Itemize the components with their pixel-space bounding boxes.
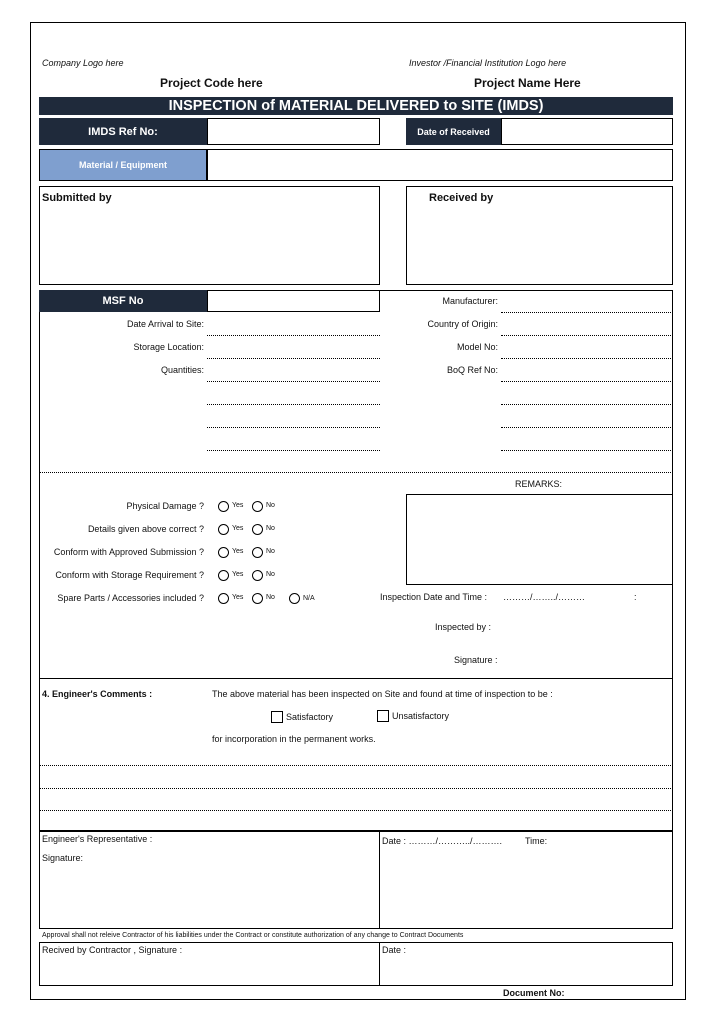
company-logo-placeholder: Company Logo here	[42, 58, 124, 68]
engineer-representative-label: Engineer's Representative :	[42, 834, 153, 844]
engineer-representative-box	[39, 831, 673, 929]
quantities-input-3[interactable]	[207, 427, 380, 428]
quantities-input-2[interactable]	[207, 404, 380, 405]
storage-location-input[interactable]	[207, 358, 380, 359]
conform-storage-label: Conform with Storage Requirement ?	[55, 570, 204, 580]
conform-submission-no-label: No	[266, 548, 275, 555]
conform-submission-yes-label: Yes	[232, 548, 244, 555]
conform-storage-no-label: No	[266, 571, 275, 578]
inspection-time-colon: :	[634, 592, 637, 602]
details-top-line	[380, 290, 673, 291]
model-no-label: Model No:	[456, 342, 498, 352]
boq-ref-label: BoQ Ref No:	[446, 365, 498, 375]
manufacturer-label: Manufacturer:	[442, 296, 498, 306]
details-correct-label: Details given above correct ?	[87, 524, 204, 534]
engineer-signature-label: Signature:	[42, 853, 84, 863]
satisfactory-label: Satisfactory	[286, 712, 334, 722]
conform-storage-no-radio[interactable]	[252, 570, 263, 581]
project-name: Project Name Here	[474, 76, 581, 90]
quantities-input[interactable]	[207, 381, 380, 382]
spare-parts-na-radio[interactable]	[289, 593, 300, 604]
unsatisfactory-checkbox[interactable]	[377, 710, 389, 722]
satisfactory-checkbox[interactable]	[271, 711, 283, 723]
spare-parts-label: Spare Parts / Accessories included ?	[57, 593, 204, 603]
conform-submission-no-radio[interactable]	[252, 547, 263, 558]
conform-storage-yes-label: Yes	[232, 571, 244, 578]
date-received-label: Date of Received	[406, 118, 501, 145]
investor-logo-placeholder: Investor /Financial Institution Logo here	[409, 58, 567, 68]
material-equipment-label: Material / Equipment	[39, 149, 207, 181]
engineer-statement: The above material has been inspected on Site and found at time of inspection to be :	[212, 689, 553, 699]
physical-damage-no-radio[interactable]	[252, 501, 263, 512]
model-no-input[interactable]	[501, 358, 673, 359]
section-divider	[39, 472, 673, 473]
representative-divider	[379, 831, 380, 929]
contractor-date-label[interactable]: Date :	[382, 945, 407, 955]
date-arrival-label: Date Arrival to Site:	[126, 319, 204, 329]
details-correct-no-label: No	[266, 525, 275, 532]
inspection-date-time-label: Inspection Date and Time :	[380, 592, 488, 602]
manufacturer-input[interactable]	[501, 312, 673, 313]
country-origin-label: Country of Origin:	[427, 319, 498, 329]
imds-ref-label: IMDS Ref No:	[39, 118, 207, 145]
incorporation-text: for incorporation in the permanent works.	[212, 734, 376, 744]
received-contractor-label[interactable]: Recived by Contractor , Signature :	[42, 945, 183, 955]
conform-storage-yes-radio[interactable]	[218, 570, 229, 581]
boq-ref-input-3[interactable]	[501, 427, 673, 428]
material-equipment-input[interactable]	[207, 149, 673, 181]
spare-parts-yes-radio[interactable]	[218, 593, 229, 604]
project-code: Project Code here	[160, 76, 263, 90]
received-by-label: Received by	[429, 192, 494, 204]
physical-damage-label: Physical Damage ?	[126, 501, 204, 511]
quantities-label: Quantities:	[160, 365, 204, 375]
boq-ref-input-2[interactable]	[501, 404, 673, 405]
received-by-box[interactable]	[406, 186, 673, 285]
details-correct-yes-label: Yes	[232, 525, 244, 532]
details-correct-no-radio[interactable]	[252, 524, 263, 535]
engineer-comments-section	[39, 679, 673, 831]
date-arrival-input[interactable]	[207, 335, 380, 336]
details-correct-yes-radio[interactable]	[218, 524, 229, 535]
imds-ref-input[interactable]	[207, 118, 380, 145]
spare-parts-na-label: N/A	[303, 595, 315, 602]
spare-parts-no-label: No	[266, 594, 275, 601]
submitted-by-label: Submitted by	[42, 192, 112, 204]
engineer-time-label[interactable]: Time:	[525, 836, 548, 846]
comment-line-1[interactable]	[39, 765, 673, 766]
document-no-label: Document No:	[503, 988, 565, 998]
remarks-box[interactable]	[406, 494, 673, 585]
country-origin-input[interactable]	[501, 335, 673, 336]
msf-no-label: MSF No	[39, 290, 207, 312]
engineer-comments-heading: 4. Engineer's Comments :	[42, 689, 153, 699]
inspection-date-value[interactable]: ………/……../………	[503, 592, 586, 602]
date-received-input[interactable]	[501, 118, 673, 145]
boq-ref-input[interactable]	[501, 381, 673, 382]
physical-damage-no-label: No	[266, 502, 275, 509]
spare-parts-no-radio[interactable]	[252, 593, 263, 604]
boq-ref-input-4[interactable]	[501, 450, 673, 451]
inspection-signature-label: Signature :	[454, 655, 498, 665]
submitted-by-box[interactable]	[39, 186, 380, 285]
engineer-date-label[interactable]: Date : ………/………../……….	[382, 836, 503, 846]
quantities-input-4[interactable]	[207, 450, 380, 451]
physical-damage-yes-radio[interactable]	[218, 501, 229, 512]
comment-line-2[interactable]	[39, 788, 673, 789]
unsatisfactory-label: Unsatisfactory	[392, 711, 450, 721]
conform-submission-yes-radio[interactable]	[218, 547, 229, 558]
form-title: INSPECTION of MATERIAL DELIVERED to SITE (IMDS)	[39, 97, 673, 115]
msf-no-input[interactable]	[207, 290, 380, 312]
approval-note: Approval shall not releive Contractor of his liabilities under the Contract or constitute authorization of any change to Contract Documents	[42, 932, 464, 939]
comment-line-3[interactable]	[39, 810, 673, 811]
remarks-label: REMARKS:	[515, 479, 563, 489]
contractor-divider	[379, 942, 380, 986]
inspected-by-label: Inspected by :	[435, 622, 492, 632]
physical-damage-yes-label: Yes	[232, 502, 244, 509]
spare-parts-yes-label: Yes	[232, 594, 244, 601]
conform-submission-label: Conform with Approved Submission ?	[53, 547, 204, 557]
storage-location-label: Storage Location:	[133, 342, 204, 352]
